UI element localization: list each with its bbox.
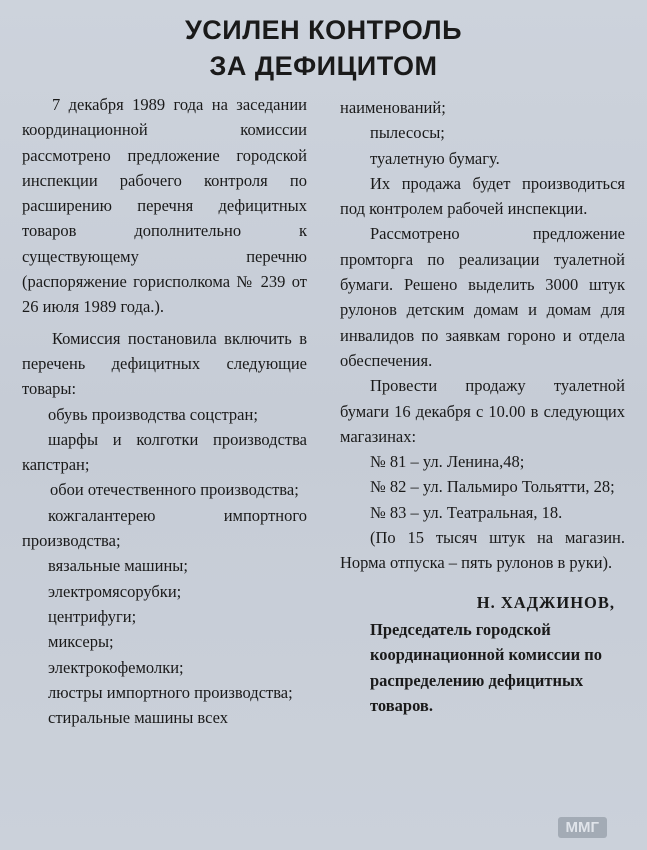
shop-item: № 81 – ул. Ленина,48; (370, 452, 525, 472)
promtorg-paragraph: Рассмотрено предложение промторга по реализации туалетной бумаги. Решено выделить 3000 штук рулонов детским домам и домам для инвалидов по заявкам гороно и отдела обеспечения. (340, 224, 625, 370)
author-position: Председатель городской координационной комиссии по распределению дефицитных товаров. (370, 619, 603, 715)
headline (80, 12, 567, 84)
decision-paragraph: Комиссия постановила включить в перечень дефицитных следующие товары: (22, 328, 307, 399)
intro-paragraph: 7 декабря 1989 года на заседании координационной комиссии рассмотрено предложение городской инспекции рабочего контроля по расширению перечня дефицитных товаров дополнительно к существующему перечню (распоряжение горисполкома № 239 от 26 июля 1989 года.). (22, 95, 307, 317)
list-item: электромясорубки; (48, 581, 182, 601)
list-item: туалетную бумагу. (370, 148, 500, 168)
list-item: стиральные машины всех (48, 708, 229, 728)
headline-line-2: ЗА ДЕФИЦИТОМ (209, 51, 438, 81)
author-name: Н. ХАДЖИНОВ, (476, 592, 615, 612)
left-column (22, 92, 307, 730)
sales-control-paragraph: Их продажа будет производиться под контролем рабочей инспекции. (340, 173, 625, 219)
sale-date-paragraph: Провести продажу туалетной бумаги 16 декабря с 10.00 в следующих магазинах: (340, 376, 625, 446)
quota-note: (По 15 тысяч штук на магазин. Норма отпуска – пять рулонов в руки). (340, 528, 625, 573)
shop-item: № 83 – ул. Театральная, 18. (370, 502, 563, 522)
list-item: обои отечественного производства; (50, 480, 299, 500)
list-continuation: наименований; (340, 98, 446, 117)
list-item: кожгалантерею импортного производства; (22, 505, 307, 551)
list-item: центрифуги; (48, 606, 137, 626)
headline-line-1: УСИЛЕН КОНТРОЛЬ (185, 15, 462, 45)
list-item: электрокофемолки; (48, 657, 184, 677)
shop-item: № 82 – ул. Пальмиро Тольятти, 28; (370, 477, 615, 497)
list-item: люстры импортного производства; (48, 682, 293, 702)
list-item: миксеры; (48, 632, 114, 652)
list-item: пылесосы; (370, 123, 445, 143)
right-column (340, 95, 625, 718)
list-item: шарфы и колготки производства капстран; (22, 429, 307, 475)
list-item: вязальные машины; (48, 556, 188, 576)
list-item: обувь производства соцстран; (48, 404, 258, 424)
site-watermark: ММГ (558, 817, 608, 838)
